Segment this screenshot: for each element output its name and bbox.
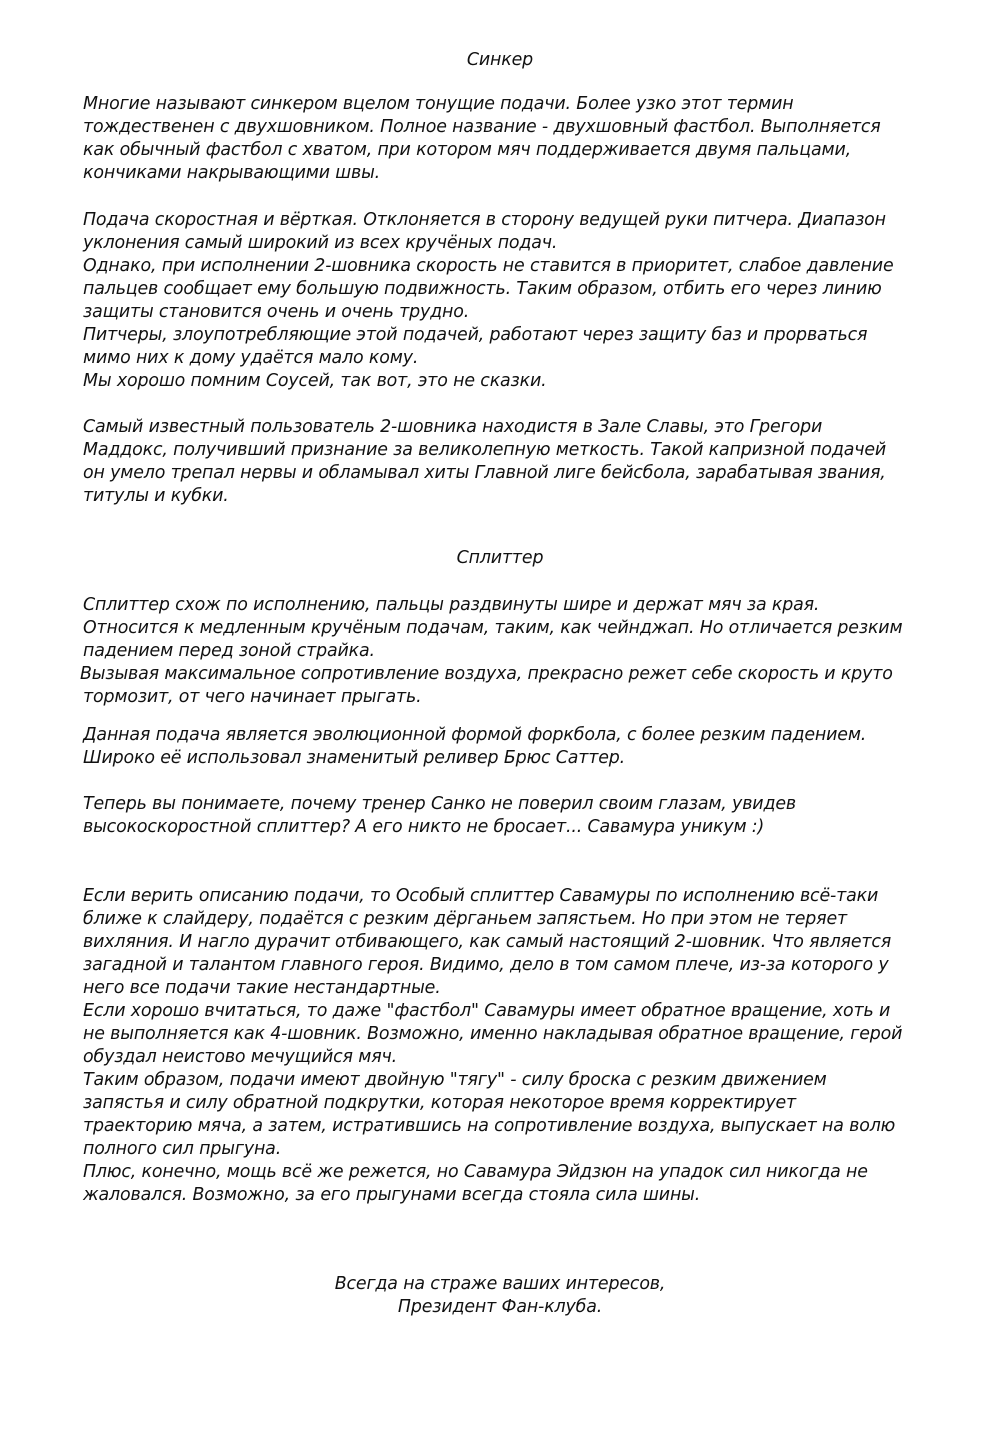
text-line: уклонения самый широкий из всех кручёных подач. xyxy=(83,233,558,253)
text-line: высокоскоростной сплиттер? А его никто не бросает... Савамура уникум :) xyxy=(83,817,765,837)
text-line: ближе к слайдеру, подаётся с резким дёрганьем запястьем. Но при этом не теряет xyxy=(83,909,847,929)
section-title-sinker: Синкер xyxy=(466,50,534,70)
text-line: падением перед зоной страйка. xyxy=(83,641,375,661)
text-line: запястья и силу обратной подкрутки, которая некоторое время корректирует xyxy=(83,1093,796,1113)
text-line: кончиками накрывающими швы. xyxy=(83,163,381,183)
text-line: него все подачи такие нестандартные. xyxy=(83,978,441,998)
section-title-splitter: Сплиттер xyxy=(456,548,544,568)
text-line: Если верить описанию подачи, то Особый сплиттер Савамуры по исполнению всё-таки xyxy=(83,886,879,906)
text-line: как обычный фастбол с хватом, при котором мяч поддерживается двумя пальцами, xyxy=(83,140,851,160)
text-line: Мы хорошо помним Соусей, так вот, это не сказки. xyxy=(83,371,547,391)
paragraph xyxy=(83,793,913,839)
text-line: пальцев сообщает ему большую подвижность. Таким образом, отбить его через линию xyxy=(83,279,882,299)
paragraph xyxy=(83,416,913,508)
text-line: Таким образом, подачи имеют двойную "тягу" - силу броска с резким движением xyxy=(83,1070,827,1090)
text-line: тормозит, от чего начинает прыгать. xyxy=(83,687,422,707)
text-line: Однако, при исполнении 2-шовника скорость не ставится в приоритет, слабое давление xyxy=(83,256,894,276)
text-line: жаловался. Возможно, за его прыгунами всегда стояла сила шины. xyxy=(83,1185,701,1205)
paragraph xyxy=(83,724,913,770)
text-line: Вызывая максимальное сопротивление воздуха, прекрасно режет себе скорость и круто xyxy=(80,664,893,684)
text-line: Сплиттер схож по исполнению, пальцы раздвинуты шире и держат мяч за края. xyxy=(83,595,820,615)
paragraph xyxy=(83,93,913,185)
text-line: Многие называют синкером вцелом тонущие подачи. Более узко этот термин xyxy=(83,94,794,114)
text-line: Самый известный пользователь 2-шовника находистя в Зале Славы, это Грегори xyxy=(83,417,823,437)
text-line: Питчеры, злоупотребляющие этой подачей, работают через защиту баз и прорваться xyxy=(83,325,868,345)
text-line: он умело трепал нервы и обламывал хиты Главной лиге бейсбола, зарабатывая звания, xyxy=(83,463,886,483)
text-line: не выполняется как 4-шовник. Возможно, именно накладывая обратное вращение, герой xyxy=(83,1024,903,1044)
text-line: Если хорошо вчитаться, то даже "фастбол" Савамуры имеет обратное вращение, хоть и xyxy=(83,1001,891,1021)
signature-line-1: Всегда на страже ваших интересов, xyxy=(334,1274,666,1294)
paragraph xyxy=(80,594,913,709)
text-line: вихляния. И нагло дурачит отбивающего, как самый настоящий 2-шовник. Что является xyxy=(83,932,892,952)
text-line: защиты становится очень и очень трудно. xyxy=(83,302,470,322)
text-line: мимо них к дому удаётся мало кому. xyxy=(83,348,419,368)
text-line: Плюс, конечно, мощь всё же режется, но Савамура Эйдзюн на упадок сил никогда не xyxy=(83,1162,868,1182)
text-line: обуздал неистово мечущийся мяч. xyxy=(83,1047,398,1067)
signature xyxy=(0,1273,1000,1319)
text-line: траекторию мяча, а затем, истратившись на сопротивление воздуха, выпускает на волю xyxy=(83,1116,896,1136)
text-line: загадной и талантом главного героя. Видимо, дело в том самом плече, из-за которого у xyxy=(83,955,889,975)
text-line: Данная подача является эволюционной формой форкбола, с более резким падением. xyxy=(83,725,867,745)
text-line: титулы и кубки. xyxy=(83,486,229,506)
text-line: Подача скоростная и вёрткая. Отклоняется в сторону ведущей руки питчера. Диапазон xyxy=(83,210,886,230)
text-line: Широко её использовал знаменитый реливер Брюс Саттер. xyxy=(83,748,626,768)
text-line: полного сил прыгуна. xyxy=(83,1139,282,1159)
signature-line-2: Президент Фан-клуба. xyxy=(397,1297,603,1317)
text-line: Относится к медленным кручёным подачам, таким, как чейнджап. Но отличается резким xyxy=(83,618,903,638)
paragraph xyxy=(83,885,913,1207)
paragraph xyxy=(83,209,913,393)
text-line: Маддокс, получивший признание за великолепную меткость. Такой капризной подачей xyxy=(83,440,887,460)
text-line: Теперь вы понимаете, почему тренер Санко не поверил своим глазам, увидев xyxy=(83,794,796,814)
text-line: тождественен с двухшовником. Полное название - двухшовный фастбол. Выполняется xyxy=(83,117,881,137)
